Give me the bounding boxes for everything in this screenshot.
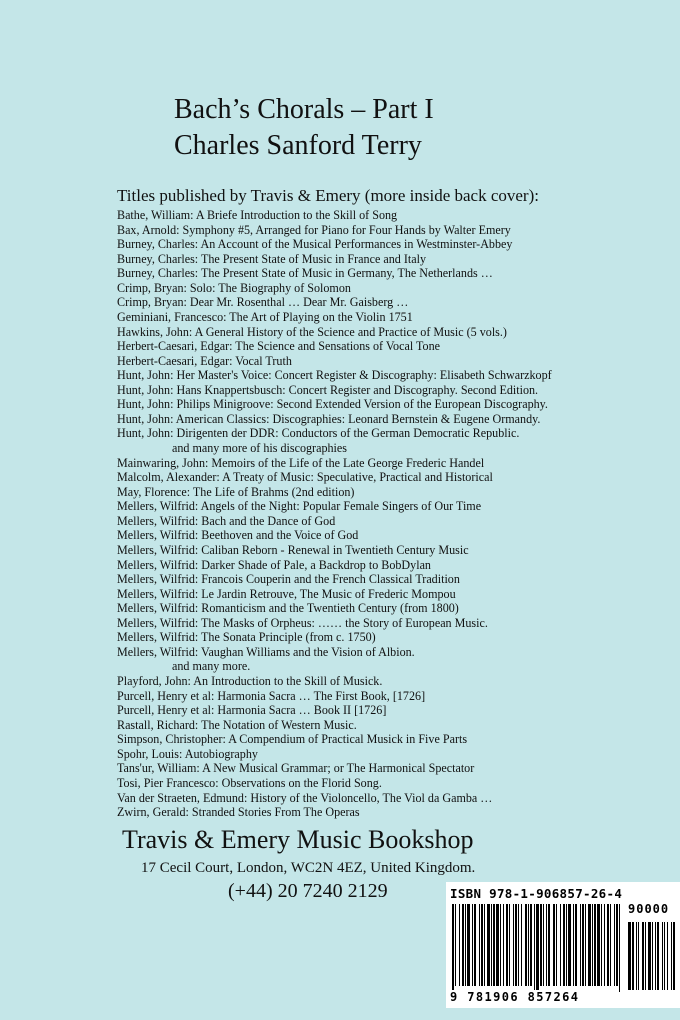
book-title	[174, 92, 434, 164]
title-entry: Hunt, John: Her Master's Voice: Concert Register & Discography: Elisabeth Schwarzkopf	[117, 368, 552, 383]
barcode-bar	[560, 904, 561, 986]
title-entry: Mellers, Wilfrid: Bach and the Dance of God	[117, 513, 336, 528]
title-entry: Herbert-Caesari, Edgar: The Science and Sensations of Vocal Tone	[117, 339, 441, 354]
title-entry: Hunt, John: Hans Knappertsbusch: Concert Register and Discography. Second Edition.	[117, 382, 539, 397]
isbn-text: ISBN 978-1-906857-26-4	[450, 886, 623, 901]
barcode-bar	[588, 904, 591, 986]
barcode-bar	[580, 904, 581, 986]
title-entry: Mellers, Wilfrid: Vaughan Williams and the Vision of Albion.	[117, 644, 415, 659]
barcode-bar	[619, 904, 620, 992]
title-entry: Mellers, Wilfrid: The Masks of Orpheus: …… the Story of European Music.	[117, 615, 488, 630]
titles-list	[117, 208, 552, 820]
title-entry: Mellers, Wilfrid: The Sonata Principle (from c. 1750)	[117, 630, 376, 645]
title-entry: Purcell, Henry et al: Harmonia Sacra … Book II [1726]	[117, 703, 387, 718]
barcode-bar	[592, 904, 593, 986]
title-text: Bach’s Chorals – Part I	[174, 94, 434, 125]
barcode-bar	[521, 904, 522, 986]
barcode-bar	[664, 922, 665, 990]
title-entry: Hunt, John: American Classics: Discographies: Leonard Bernstein & Eugene Ormandy.	[117, 411, 541, 426]
barcode-bar	[503, 904, 504, 986]
list-heading: Titles published by Travis & Emery (more inside back cover):	[117, 186, 539, 205]
title-entry: and many more.	[172, 659, 251, 674]
barcode-bar	[546, 904, 547, 986]
title-entry: Burney, Charles: An Account of the Musical Performances in Westminster-Abbey	[117, 237, 513, 252]
barcode-bar	[614, 904, 615, 986]
publisher-address: 17 Cecil Court, London, WC2N 4EZ, United Kingdom.	[141, 860, 476, 876]
barcode-bar	[553, 904, 555, 986]
title-entry: Hawkins, John: A General History of the Science and Practice of Music (5 vols.)	[117, 324, 507, 339]
title-entry: Purcell, Henry et al: Harmonia Sacra … The First Book, [1726]	[117, 688, 426, 703]
barcode-bar	[506, 904, 508, 986]
barcode-bar	[467, 904, 470, 986]
barcode-bar	[604, 904, 605, 986]
title-entry: Mellers, Wilfrid: Romanticism and the Twentieth Century (from 1800)	[117, 601, 459, 616]
barcode-bar	[582, 904, 584, 986]
barcode-bar	[472, 904, 473, 986]
barcode-bar	[513, 904, 514, 986]
title-entry: Mellers, Wilfrid: Darker Shade of Pale, a Backdrop to BobDylan	[117, 557, 431, 572]
title-entry: Zwirn, Gerald: Stranded Stories From The Operas	[117, 805, 360, 820]
barcode-bar	[474, 904, 476, 986]
title-entry: Crimp, Bryan: Dear Mr. Rosenthal … Dear Mr. Gaisberg …	[117, 295, 409, 310]
barcode-bar	[530, 904, 532, 986]
title-entry: Hunt, John: Philips Minigroove: Second Extended Version of the European Discography.	[117, 397, 548, 412]
barcode-bar	[645, 922, 646, 990]
barcode-bar	[575, 904, 577, 986]
barcode-bar	[518, 904, 519, 986]
barcode-bar	[540, 904, 542, 986]
barcode-bar	[568, 904, 571, 986]
barcode-digits: 9 781906 857264	[450, 990, 580, 1004]
barcode-bar	[563, 904, 565, 986]
barcode-bar	[452, 904, 454, 992]
barcode-bar	[607, 904, 609, 986]
barcode-bar	[543, 904, 544, 986]
barcode-box	[446, 882, 680, 1008]
barcode-bar	[462, 904, 464, 986]
title-entry: Burney, Charles: The Present State of Music in Germany, The Netherlands …	[117, 266, 493, 281]
title-entry: Simpson, Christopher: A Compendium of Practical Musick in Five Parts	[117, 732, 468, 747]
barcode-bar	[481, 904, 483, 986]
barcode-bar	[515, 904, 517, 986]
barcode-bar	[491, 904, 492, 986]
title-entry: Rastall, Richard: The Notation of Western Music.	[117, 717, 357, 732]
author-name: Charles Sanford Terry	[174, 130, 422, 161]
barcode-bar	[487, 904, 490, 986]
title-entry: and many more of his discographies	[172, 441, 347, 455]
barcode-bar	[548, 904, 550, 986]
barcode-bar	[662, 922, 663, 990]
title-entry: Mellers, Wilfrid: Angels of the Night: Popular Female Singers of Our Time	[117, 499, 482, 514]
barcode-bar	[455, 904, 456, 986]
barcode-bar	[509, 904, 510, 986]
price-digits: 90000	[628, 902, 670, 916]
barcode-bar	[566, 904, 567, 986]
title-entry: Playford, John: An Introduction to the Skill of Musick.	[117, 674, 383, 688]
title-entry: Mellers, Wilfrid: Le Jardin Retrouve, The Music of Frederic Mompou	[117, 586, 456, 601]
barcode-bar	[573, 904, 574, 986]
title-entry: Spohr, Louis: Autobiography	[117, 746, 258, 761]
title-entry: Tans'ur, William: A New Musical Grammar; or The Harmonical Spectator	[117, 761, 475, 776]
publisher-name: Travis & Emery Music Bookshop	[122, 825, 474, 854]
barcode-bar	[500, 904, 501, 986]
barcode-bar	[536, 904, 539, 992]
title-entry: Crimp, Bryan: Solo: The Biography of Solomon	[117, 280, 351, 295]
barcode-bar	[632, 922, 634, 990]
barcode-bar	[655, 922, 656, 990]
barcode-bar	[479, 904, 480, 986]
barcode-bar	[534, 904, 535, 992]
title-entry: Bax, Arnold: Symphony #5, Arranged for Piano for Four Hands by Walter Emery	[117, 222, 511, 237]
barcode-bars	[446, 904, 680, 998]
barcode-bar	[459, 904, 460, 986]
barcode-bar	[493, 904, 495, 986]
title-entry: Mellers, Wilfrid: Beethoven and the Voice of God	[117, 528, 359, 543]
barcode-bar	[671, 922, 672, 990]
barcode-bar	[610, 904, 611, 986]
barcode-bar	[585, 904, 586, 986]
title-entry: Malcolm, Alexander: A Treaty of Music: Speculative, Practical and Historical	[117, 470, 493, 485]
title-entry: Van der Straeten, Edmund: History of the Violoncello, The Viol da Gamba …	[117, 790, 493, 805]
barcode-bar	[667, 922, 668, 990]
barcode-bar	[525, 904, 527, 986]
title-entry: Bathe, William: A Briefe Introduction to the Skill of Song	[117, 208, 398, 222]
title-entry: Burney, Charles: The Present State of Music in France and Italy	[117, 251, 426, 266]
barcode-bar	[496, 904, 499, 986]
barcode-bar	[556, 904, 557, 986]
barcode-bar	[652, 922, 653, 990]
title-entry: Herbert-Caesari, Edgar: Vocal Truth	[117, 353, 292, 368]
barcode-bar	[465, 904, 466, 986]
barcode-bar	[594, 904, 596, 986]
title-entry: Mainwaring, John: Memoirs of the Life of the Late George Frederic Handel	[117, 455, 485, 470]
barcode-bar	[616, 904, 618, 986]
barcode-bar	[601, 904, 602, 986]
title-entry: Mellers, Wilfrid: Caliban Reborn - Renewal in Twentieth Century Music	[117, 542, 469, 557]
barcode-bar	[657, 922, 659, 990]
barcode-bar	[628, 922, 631, 990]
barcode-bar	[484, 904, 485, 986]
title-entry: Tosi, Pier Francesco: Observations on the Florid Song.	[117, 775, 382, 790]
barcode-bar	[597, 904, 600, 986]
barcode-bar	[528, 904, 529, 986]
barcode-bar	[648, 922, 651, 990]
publisher-phone: (+44) 20 7240 2129	[228, 880, 388, 902]
barcode-bar	[642, 922, 644, 990]
title-entry: Geminiani, Francesco: The Art of Playing on the Violin 1751	[117, 309, 413, 324]
title-entry: Hunt, John: Dirigenten der DDR: Conductors of the German Democratic Republic.	[117, 426, 520, 441]
title-entry: May, Florence: The Life of Brahms (2nd edition)	[117, 484, 355, 499]
barcode-bar	[638, 922, 639, 990]
barcode-bar	[673, 922, 675, 990]
barcode-bar	[636, 922, 637, 990]
title-entry: Mellers, Wilfrid: Francois Couperin and the French Classical Tradition	[117, 572, 460, 587]
